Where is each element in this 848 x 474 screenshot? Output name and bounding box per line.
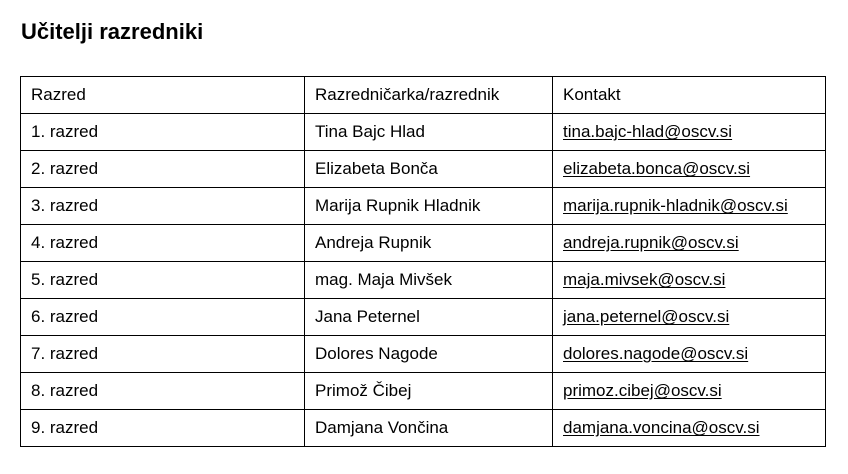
- teacher-cell: Primož Čibej: [305, 373, 553, 410]
- teacher-cell: mag. Maja Mivšek: [305, 262, 553, 299]
- contact-cell: [553, 336, 826, 373]
- table-row: [21, 336, 826, 373]
- contact-cell: [553, 410, 826, 447]
- table-row: [21, 225, 826, 262]
- column-header-teacher: Razredničarka/razrednik: [305, 77, 553, 114]
- contact-cell: [553, 188, 826, 225]
- email-link[interactable]: elizabeta.bonca@oscv.si: [563, 159, 751, 178]
- table-row: [21, 262, 826, 299]
- email-link[interactable]: primoz.cibej@oscv.si: [563, 381, 722, 400]
- teacher-cell: Dolores Nagode: [305, 336, 553, 373]
- column-header-contact: Kontakt: [553, 77, 826, 114]
- teacher-cell: Tina Bajc Hlad: [305, 114, 553, 151]
- table-row: [21, 151, 826, 188]
- table-row: [21, 114, 826, 151]
- email-link[interactable]: maja.mivsek@oscv.si: [563, 270, 726, 289]
- email-link[interactable]: marija.rupnik-hladnik@oscv.si: [563, 196, 788, 215]
- table-row: [21, 188, 826, 225]
- teacher-cell: Elizabeta Bonča: [305, 151, 553, 188]
- grade-cell: 2. razred: [21, 151, 305, 188]
- grade-cell: 8. razred: [21, 373, 305, 410]
- grade-cell: 5. razred: [21, 262, 305, 299]
- email-link[interactable]: jana.peternel@oscv.si: [563, 307, 730, 326]
- table-header-row: [21, 77, 826, 114]
- contact-cell: [553, 262, 826, 299]
- contact-cell: [553, 151, 826, 188]
- table-row: [21, 373, 826, 410]
- table-row: [21, 410, 826, 447]
- grade-cell: 6. razred: [21, 299, 305, 336]
- grade-cell: 7. razred: [21, 336, 305, 373]
- grade-cell: 4. razred: [21, 225, 305, 262]
- teacher-cell: Damjana Vončina: [305, 410, 553, 447]
- grade-cell: 9. razred: [21, 410, 305, 447]
- contact-cell: [553, 114, 826, 151]
- teacher-cell: Andreja Rupnik: [305, 225, 553, 262]
- teachers-table: [20, 76, 826, 447]
- email-link[interactable]: andreja.rupnik@oscv.si: [563, 233, 739, 252]
- page-title: Učitelji razredniki: [21, 19, 204, 44]
- column-header-grade: Razred: [21, 77, 305, 114]
- contact-cell: [553, 299, 826, 336]
- grade-cell: 3. razred: [21, 188, 305, 225]
- email-link[interactable]: damjana.voncina@oscv.si: [563, 418, 760, 437]
- grade-cell: 1. razred: [21, 114, 305, 151]
- table-row: [21, 299, 826, 336]
- contact-cell: [553, 225, 826, 262]
- email-link[interactable]: tina.bajc-hlad@oscv.si: [563, 122, 733, 141]
- email-link[interactable]: dolores.nagode@oscv.si: [563, 344, 749, 363]
- teacher-cell: Marija Rupnik Hladnik: [305, 188, 553, 225]
- teacher-cell: Jana Peternel: [305, 299, 553, 336]
- contact-cell: [553, 373, 826, 410]
